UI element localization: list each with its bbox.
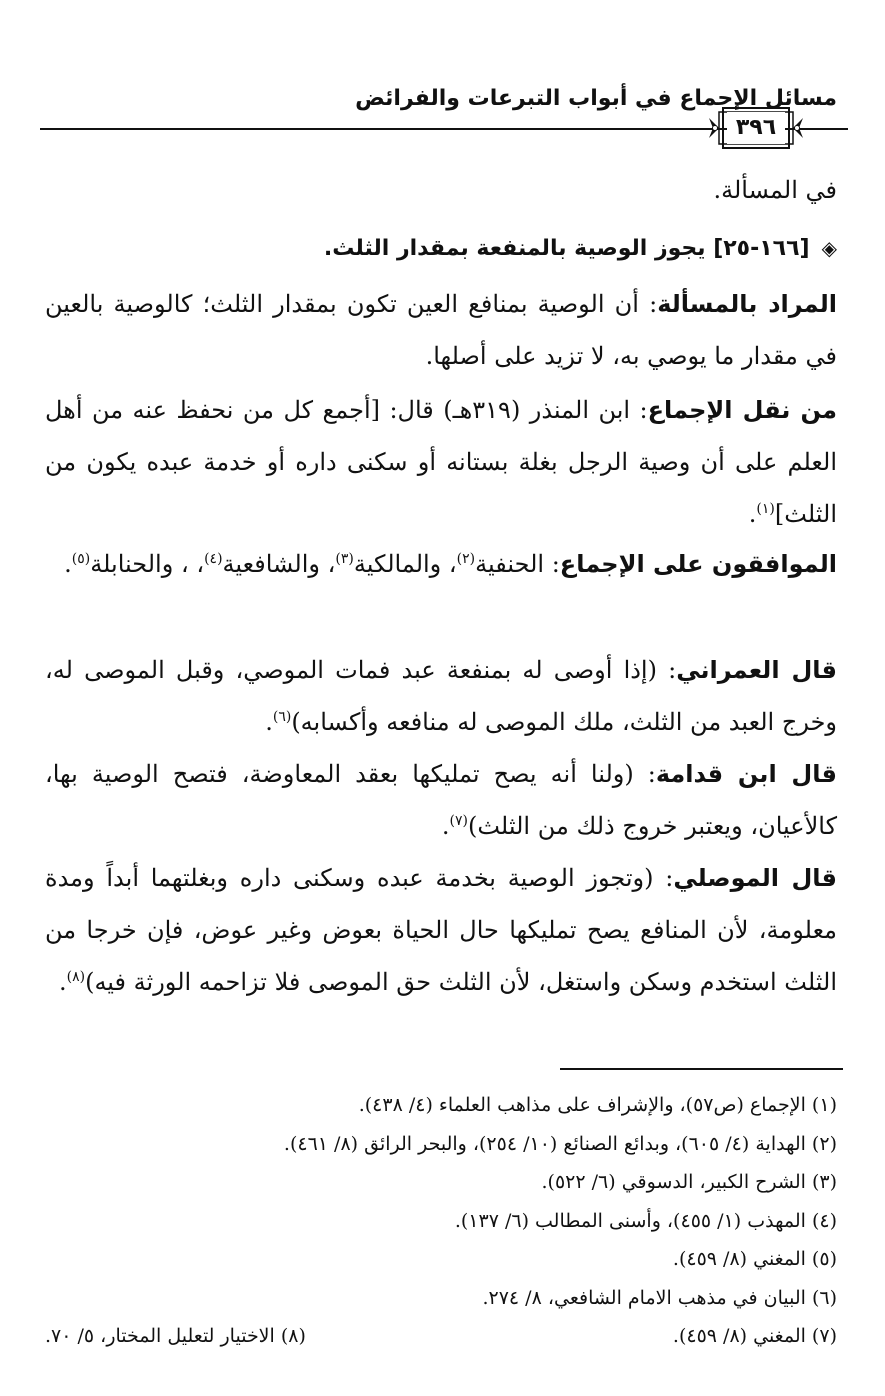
- footnote-row: [45, 1317, 837, 1356]
- paragraph-lead: المراد بالمسألة: [657, 290, 838, 318]
- footnote-item: (١) الإجماع (ص٥٧)، والإشراف على مذاهب العلماء (٤/ ٤٣٨).: [358, 1094, 837, 1116]
- footnote-item: (٣) الشرح الكبير، الدسوقي (٦/ ٥٢٢).: [541, 1171, 837, 1193]
- issue-heading: [45, 226, 837, 271]
- footnote-ref: (٨): [66, 969, 86, 985]
- footnote-item: (٨) الاختيار لتعليل المختار، ٥/ ٧٠.: [45, 1325, 306, 1347]
- footnote-ref: (٤): [204, 551, 223, 567]
- footnotes: [45, 1086, 837, 1356]
- paragraph-mawsili: قال الموصلي: (وتجوز الوصية بخدمة عبده وسكنى داره وبغلتهما أبداً ومدة معلومة، لأن المنافع يصح تمليكها حال الحياة بعوض وغير عوض، فإن خرجا من الثلث استخدم وسكن واستغل، لأن الثلث حق الموصى فلا تزاحمه الورثة فيه)$^{(٨)}$.: [45, 864, 837, 996]
- paragraph-text: : (ولنا أنه يصح تمليكها بعقد المعاوضة، فتصح الوصية بها، كالأعيان، ويعتبر خروج ذلك من الثلث): [45, 760, 837, 840]
- paragraph-text: ، والمالكية: [353, 550, 457, 578]
- paragraph-lead: قال الموصلي: [673, 864, 837, 892]
- paragraph-text: : الحنفية: [475, 550, 560, 578]
- page-number-ornament: [705, 104, 807, 152]
- footnote-ref: (١): [756, 501, 775, 517]
- diamond-bullet-icon: ◈: [821, 236, 837, 260]
- footnote-separator: [560, 1068, 843, 1070]
- paragraph-text: : (إذا أوصى له بمنفعة عبد فمات الموصي، وقبل الموصى له، وخرج العبد من الثلث، ملك الموصى له منافعه وأكسابه): [45, 656, 837, 736]
- footnote-ref: (٥): [71, 551, 91, 567]
- paragraph-meaning: [45, 278, 837, 382]
- footnote-ref: (٢): [456, 551, 476, 567]
- footnote-ref: (٦): [272, 709, 292, 725]
- page-number: ٣٩٦: [727, 112, 785, 144]
- paragraph-text: : (وتجوز الوصية بخدمة عبده وسكنى داره وبغلتهما أبداً ومدة معلومة، لأن المنافع يصح تمليكها حال الحياة بعوض وغير عوض، فإن خرجا من الثلث استخدم وسكن واستغل، لأن الثلث حق الموصى فلا تزاحمه الورثة فيه): [45, 864, 837, 996]
- footnote-item: (٦) البيان في مذهب الامام الشافعي، ٨/ ٢٧٤.: [482, 1286, 837, 1309]
- paragraph-text: ، والحنابلة: [90, 550, 189, 578]
- paragraph-lead: من نقل الإجماع: [647, 396, 837, 424]
- footnote-item: (٤) المهذب (١/ ٤٥٥)، وأسنى المطالب (٦/ ١٣٧).: [454, 1209, 837, 1232]
- issue-heading-text: [١٦٦-٢٥] يجوز الوصية بالمنفعة بمقدار الثلث.: [323, 236, 810, 261]
- paragraph-transmitters: من نقل الإجماع: ابن المنذر (٣١٩هـ) قال: [أجمع كل من نحفظ عنه من أهل العلم على أن وصية الرجل بغلة بستانه أو سكنى داره أو خدمة عبده يكون من الثلث]$^{(١)}$.: [45, 396, 837, 528]
- main-text: [45, 164, 837, 216]
- paragraph-ibn-qudama: قال ابن قدامة: (ولنا أنه يصح تمليكها بعقد المعاوضة، فتصح الوصية بها، كالأعيان، ويعتبر خروج ذلك من الثلث)$^{(٧)}$.: [45, 760, 837, 840]
- running-header-title: مسائل الإجماع في أبواب التبرعات والفرائض: [355, 86, 837, 111]
- paragraph-agreeing: الموافقون على الإجماع: الحنفية$^{(٢)}$، والمالكية$^{(٣)}$، والشافعية$^{(٤)}$، ، والحنابلة$^{(٥)}$.: [64, 550, 837, 578]
- paragraph-imrani: قال العمراني: (إذا أوصى له بمنفعة عبد فمات الموصي، وقبل الموصى له، وخرج العبد من الثلث، ملك الموصى له منافعه وأكسابه)$^{(٦)}$.: [45, 656, 837, 736]
- footnote-ref: (٧): [449, 813, 468, 829]
- intro-line: في المسألة.: [713, 176, 837, 204]
- footnote-item: (٥) المغني (٨/ ٤٥٩).: [672, 1248, 837, 1270]
- paragraph-text: ، والشافعية: [222, 550, 336, 578]
- paragraph-lead: قال العمراني: [676, 656, 837, 684]
- paragraph-lead: قال ابن قدامة: [655, 760, 837, 788]
- footnote-item: (٢) الهداية (٤/ ٦٠٥)، وبدائع الصنائع (١٠/ ٢٥٤)، والبحر الرائق (٨/ ٤٦١).: [283, 1132, 837, 1155]
- paragraph-text: : أن الوصية بمنافع العين تكون بمقدار الثلث؛ كالوصية بالعين في مقدار ما يوصي به، لا تزيد على أصلها.: [45, 290, 837, 370]
- footnote-ref: (٣): [335, 551, 354, 567]
- paragraph-text: : ابن المنذر (٣١٩هـ) قال: [أجمع كل من نحفظ عنه من أهل العلم على أن وصية الرجل بغلة بستانه أو سكنى داره أو خدمة عبده يكون من الثلث]: [45, 396, 837, 528]
- paragraph-lead: الموافقون على الإجماع: [559, 550, 837, 578]
- footnote-item: (٧) المغني (٨/ ٤٥٩).: [672, 1325, 837, 1347]
